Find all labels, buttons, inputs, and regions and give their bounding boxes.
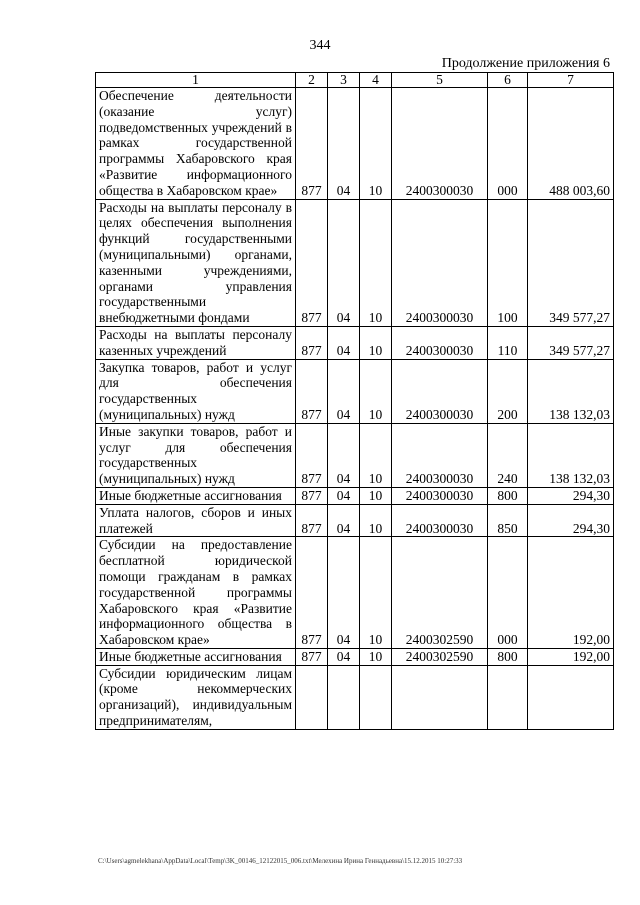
row-value-cell: 2400300030 bbox=[392, 504, 488, 537]
row-value-cell: 10 bbox=[360, 537, 392, 649]
header-cell: 7 bbox=[528, 73, 614, 88]
row-value-cell: 000 bbox=[488, 88, 528, 200]
row-value-cell: 2400300030 bbox=[392, 88, 488, 200]
row-value-cell: 04 bbox=[328, 423, 360, 487]
row-value-cell: 877 bbox=[296, 359, 328, 423]
table-row bbox=[96, 537, 614, 649]
row-value-cell: 04 bbox=[328, 326, 360, 359]
row-value-cell: 138 132,03 bbox=[528, 359, 614, 423]
row-value-cell: 349 577,27 bbox=[528, 326, 614, 359]
row-value-cell: 04 bbox=[328, 648, 360, 665]
row-value-cell: 488 003,60 bbox=[528, 88, 614, 200]
table-row bbox=[96, 199, 614, 326]
row-value-cell: 850 bbox=[488, 504, 528, 537]
row-value-cell: 2400300030 bbox=[392, 326, 488, 359]
row-name-cell: Иные бюджетные ассигнования bbox=[96, 648, 296, 665]
row-value-cell: 2400300030 bbox=[392, 487, 488, 504]
header-cell: 1 bbox=[96, 73, 296, 88]
table-row bbox=[96, 648, 614, 665]
row-value-cell: 10 bbox=[360, 504, 392, 537]
row-name-cell: Закупка товаров, работ и услуг для обеспечения государственных (муниципальных) нужд bbox=[96, 359, 296, 423]
row-name-cell: Иные закупки товаров, работ и услуг для обеспечения государственных (муниципальных) нужд bbox=[96, 423, 296, 487]
budget-table bbox=[95, 72, 614, 730]
row-value-cell: 877 bbox=[296, 326, 328, 359]
row-value-cell: 100 bbox=[488, 199, 528, 326]
row-value-cell: 877 bbox=[296, 199, 328, 326]
row-name-cell: Уплата налогов, сборов и иных платежей bbox=[96, 504, 296, 537]
row-value-cell bbox=[360, 665, 392, 729]
row-name-cell: Иные бюджетные ассигнования bbox=[96, 487, 296, 504]
row-value-cell bbox=[328, 665, 360, 729]
row-value-cell: 200 bbox=[488, 359, 528, 423]
row-value-cell: 04 bbox=[328, 504, 360, 537]
row-value-cell: 877 bbox=[296, 648, 328, 665]
file-path-footer: C:\Users\agmelekhana\AppData\Local\Temp\3K_00146_12122015_006.txt\Мелехина Ирина Геннадьевна\15.12.2015 10:27:33 bbox=[98, 857, 463, 865]
row-value-cell bbox=[528, 665, 614, 729]
row-value-cell: 2400300030 bbox=[392, 199, 488, 326]
row-value-cell bbox=[392, 665, 488, 729]
row-value-cell bbox=[488, 665, 528, 729]
header-cell: 4 bbox=[360, 73, 392, 88]
row-value-cell: 877 bbox=[296, 88, 328, 200]
header-cell: 3 bbox=[328, 73, 360, 88]
continuation-label: Продолжение приложения 6 bbox=[441, 56, 610, 71]
row-value-cell: 04 bbox=[328, 487, 360, 504]
row-value-cell: 349 577,27 bbox=[528, 199, 614, 326]
table-row bbox=[96, 665, 614, 729]
row-value-cell: 10 bbox=[360, 487, 392, 504]
row-value-cell: 04 bbox=[328, 199, 360, 326]
row-value-cell: 294,30 bbox=[528, 504, 614, 537]
row-value-cell: 04 bbox=[328, 88, 360, 200]
row-value-cell: 294,30 bbox=[528, 487, 614, 504]
header-row bbox=[96, 73, 614, 88]
row-value-cell: 10 bbox=[360, 648, 392, 665]
row-name-cell: Расходы на выплаты персоналу казенных учреждений bbox=[96, 326, 296, 359]
row-name-cell: Расходы на выплаты персоналу в целях обеспечения выполнения функций государственными (муниципальными) органами, казенными учреждениями, органами управления государственными внебюджетными фондами bbox=[96, 199, 296, 326]
row-value-cell: 2400302590 bbox=[392, 648, 488, 665]
row-value-cell bbox=[296, 665, 328, 729]
row-value-cell: 10 bbox=[360, 199, 392, 326]
row-value-cell: 192,00 bbox=[528, 648, 614, 665]
row-value-cell: 04 bbox=[328, 359, 360, 423]
row-value-cell: 800 bbox=[488, 648, 528, 665]
row-name-cell: Субсидии на предоставление бесплатной юридической помощи гражданам в рамках государственной программы Хабаровского края «Развитие информационного общества в Хабаровском крае» bbox=[96, 537, 296, 649]
header-cell: 6 bbox=[488, 73, 528, 88]
row-value-cell: 800 bbox=[488, 487, 528, 504]
row-value-cell: 10 bbox=[360, 423, 392, 487]
row-value-cell: 2400302590 bbox=[392, 537, 488, 649]
row-value-cell: 10 bbox=[360, 359, 392, 423]
header-cell: 5 bbox=[392, 73, 488, 88]
row-value-cell: 10 bbox=[360, 326, 392, 359]
row-name-cell: Обеспечение деятельности (оказание услуг) подведомственных учреждений в рамках государственной программы Хабаровского края «Развитие информационного общества в Хабаровском крае» bbox=[96, 88, 296, 200]
table-row bbox=[96, 423, 614, 487]
table-row bbox=[96, 504, 614, 537]
table-row bbox=[96, 487, 614, 504]
row-value-cell: 192,00 bbox=[528, 537, 614, 649]
row-value-cell: 138 132,03 bbox=[528, 423, 614, 487]
table-row bbox=[96, 326, 614, 359]
row-value-cell: 877 bbox=[296, 537, 328, 649]
row-value-cell: 877 bbox=[296, 487, 328, 504]
table-row bbox=[96, 359, 614, 423]
row-value-cell: 2400300030 bbox=[392, 359, 488, 423]
header-cell: 2 bbox=[296, 73, 328, 88]
page-number: 344 bbox=[309, 38, 331, 53]
row-value-cell: 10 bbox=[360, 88, 392, 200]
row-value-cell: 110 bbox=[488, 326, 528, 359]
table-row bbox=[96, 88, 614, 200]
row-value-cell: 04 bbox=[328, 537, 360, 649]
row-name-cell: Субсидии юридическим лицам (кроме некоммерческих организаций), индивидуальным предпринимателям, bbox=[96, 665, 296, 729]
row-value-cell: 000 bbox=[488, 537, 528, 649]
row-value-cell: 877 bbox=[296, 504, 328, 537]
row-value-cell: 2400300030 bbox=[392, 423, 488, 487]
row-value-cell: 240 bbox=[488, 423, 528, 487]
row-value-cell: 877 bbox=[296, 423, 328, 487]
